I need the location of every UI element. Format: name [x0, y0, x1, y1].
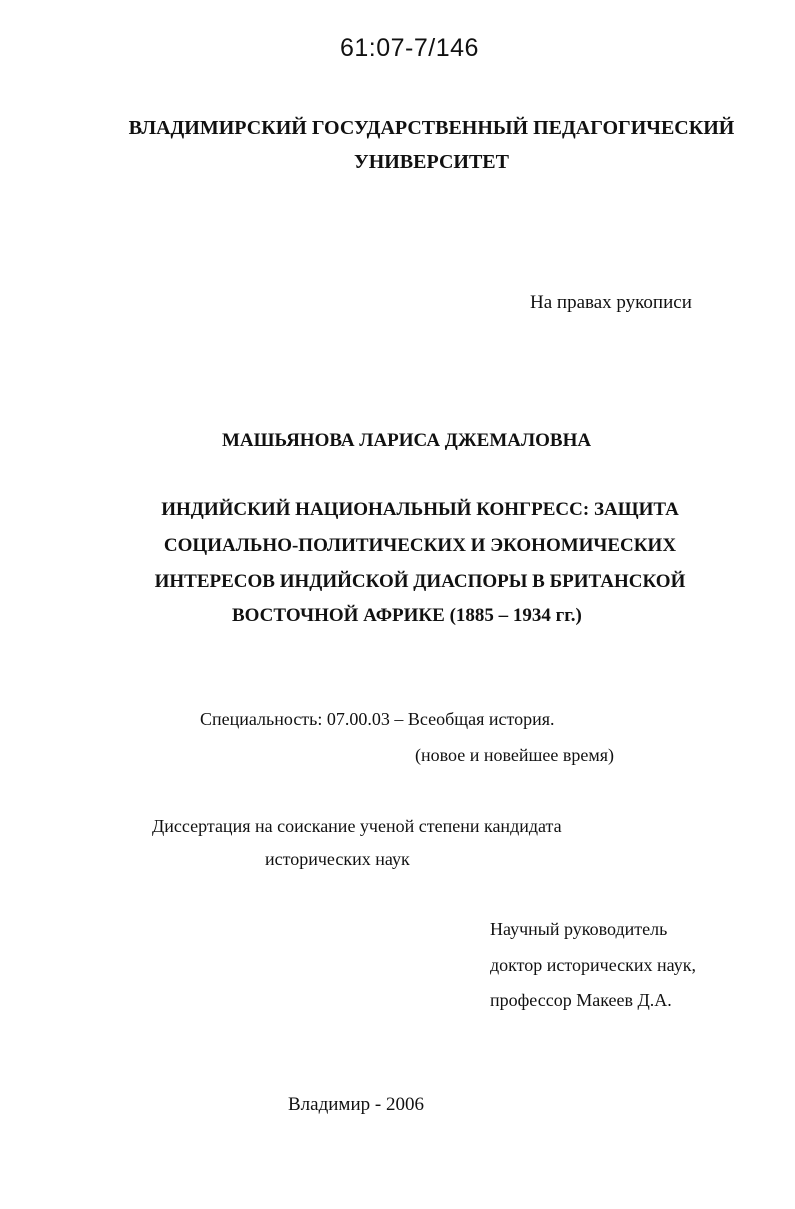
thesis-title-line2: СОЦИАЛЬНО-ПОЛИТИЧЕСКИХ И ЭКОНОМИЧЕСКИХ: [163, 535, 677, 556]
supervisor-role: Научный руководитель: [490, 919, 668, 939]
rights-note: На правах рукописи: [530, 292, 692, 313]
specialty-line1: Специальность: 07.00.03 – Всеобщая история.: [200, 709, 555, 729]
thesis-title-line4: ВОСТОЧНОЙ АФРИКЕ (1885 – 1934 гг.): [232, 605, 582, 626]
city-year: Владимир - 2006: [288, 1094, 424, 1115]
dissertation-line1: Диссертация на соискание ученой степени кандидата: [152, 816, 562, 836]
university-name-line1: ВЛАДИМИРСКИЙ ГОСУДАРСТВЕННЫЙ ПЕДАГОГИЧЕСКИЙ: [128, 117, 735, 139]
university-name-line2: УНИВЕРСИТЕТ: [354, 151, 509, 173]
thesis-title-line1: ИНДИЙСКИЙ НАЦИОНАЛЬНЫЙ КОНГРЕСС: ЗАЩИТА: [161, 499, 679, 520]
thesis-title-line3: ИНТЕРЕСОВ ИНДИЙСКОЙ ДИАСПОРЫ В БРИТАНСКОЙ: [154, 571, 686, 592]
specialty-line2: (новое и новейшее время): [415, 745, 614, 765]
supervisor-degree: доктор исторических наук,: [490, 955, 696, 975]
registry-code: 61:07-7/146: [340, 34, 479, 62]
dissertation-line2: исторических наук: [265, 849, 410, 869]
supervisor-name: профессор Макеев Д.А.: [490, 990, 672, 1010]
author-name: МАШЬЯНОВА ЛАРИСА ДЖЕМАЛОВНА: [222, 430, 592, 451]
